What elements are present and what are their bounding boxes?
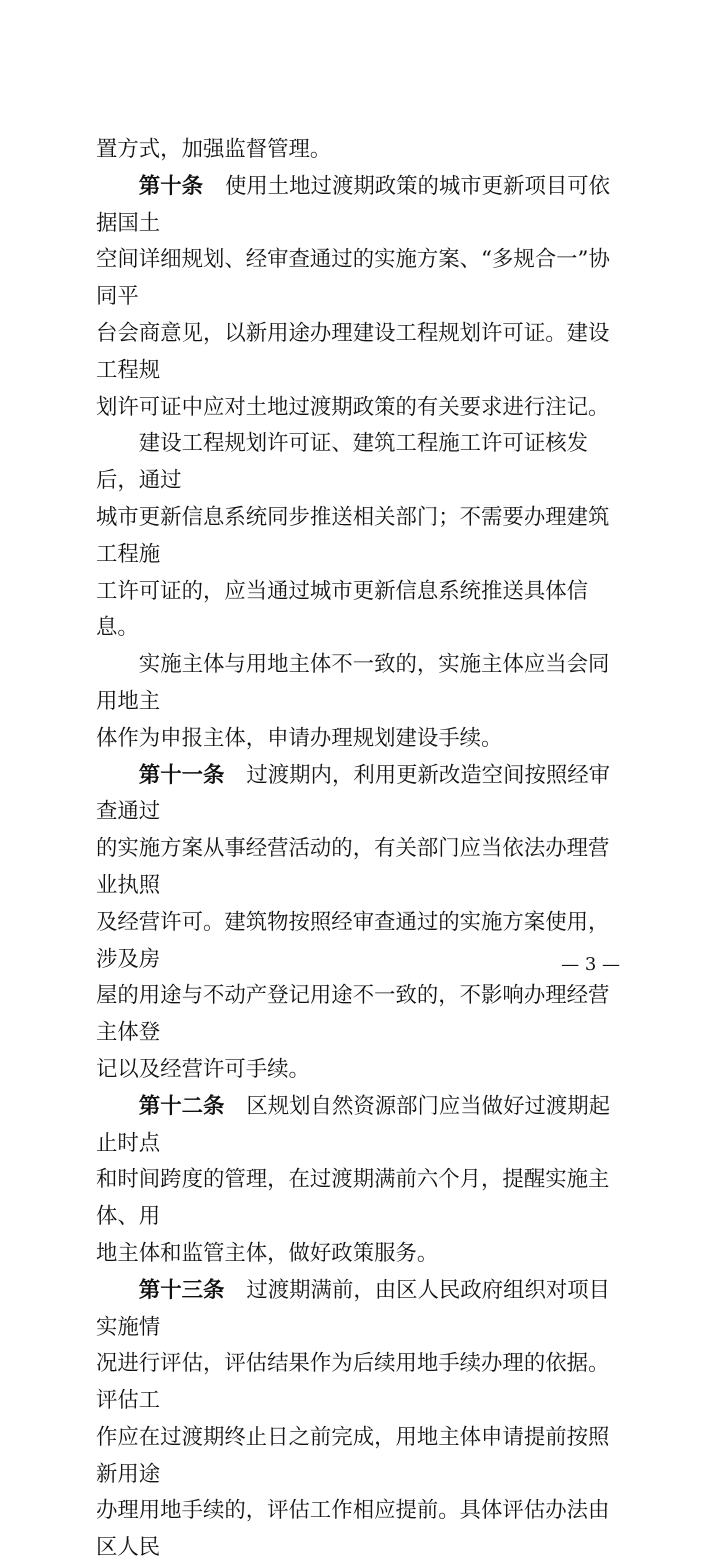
line-text: 实施主体与用地主体不一致的，实施主体应当会同用地主 — [96, 652, 610, 714]
article-10 — [96, 169, 630, 243]
line-text: 体作为申报主体，申请办理规划建设手续。 — [96, 725, 503, 751]
text-line — [96, 1052, 630, 1089]
line-text: 及经营许可。建筑物按照经审查通过的实施方案使用，涉及房 — [96, 909, 610, 972]
text-line — [96, 500, 630, 574]
line-text: 区规划自然资源部门应当做好过渡期起止时点 — [96, 1093, 611, 1156]
line-text: 划许可证中应对土地过渡期政策的有关要求进行注记。 — [96, 394, 610, 420]
text-line — [96, 647, 630, 721]
line-text: 的实施方案从事经营活动的，有关部门应当依法办理营业执照 — [96, 836, 610, 898]
line-text: 台会商意见，以新用途办理建设工程规划许可证。建设工程规 — [96, 320, 610, 383]
text-line — [96, 390, 630, 427]
text-line — [96, 426, 630, 500]
text-line — [96, 905, 630, 979]
article-11 — [96, 758, 630, 832]
text-line — [96, 132, 630, 169]
text-line — [96, 1346, 630, 1420]
line-text: 作应在过渡期终止日之前完成，用地主体申请提前按照新用途 — [96, 1424, 610, 1487]
body-text — [96, 132, 630, 1567]
line-text: 城市更新信息系统同步推送相关部门；不需要办理建筑工程施 — [96, 504, 610, 567]
line-text: 屋的用途与不动产登记用途不一致的，不影响办理经营主体登 — [96, 983, 610, 1046]
text-line — [96, 316, 630, 390]
line-text: 使用土地过渡期政策的城市更新项目可依据国土 — [96, 173, 611, 236]
line-text: 况进行评估，评估结果作为后续用地手续办理的依据。评估工 — [96, 1351, 610, 1414]
line-text: 置方式，加强监督管理。 — [96, 137, 332, 162]
article-heading: 第十二条 — [138, 1093, 225, 1119]
article-13 — [96, 1273, 630, 1347]
text-line — [96, 831, 630, 905]
text-line — [96, 242, 630, 316]
text-line — [96, 1236, 630, 1273]
line-text: 建设工程规划许可证、建筑工程施工许可证核发后，通过 — [96, 431, 589, 494]
line-text: 和时间跨度的管理，在过渡期满前六个月，提醒实施主体、用 — [96, 1167, 610, 1230]
text-line — [96, 1420, 630, 1494]
line-text: 记以及经营许可手续。 — [96, 1056, 310, 1082]
text-line — [96, 1162, 630, 1236]
line-text: 地主体和监管主体，做好政策服务。 — [96, 1240, 439, 1266]
line-text: 过渡期内，利用更新改造空间按照经审查通过 — [96, 762, 611, 825]
text-line — [96, 721, 630, 758]
page-number: — 3 — — [561, 954, 620, 975]
text-line — [96, 1493, 630, 1567]
article-heading: 第十三条 — [138, 1277, 225, 1303]
article-heading: 第十一条 — [138, 762, 225, 788]
article-12 — [96, 1089, 630, 1163]
line-text: 工许可证的，应当通过城市更新信息系统推送具体信息。 — [96, 578, 588, 641]
line-text: 空间详细规划、经审查通过的实施方案、“多规合一”协同平 — [96, 247, 610, 310]
line-text: 过渡期满前，由区人民政府组织对项目实施情 — [96, 1277, 611, 1340]
line-text: 办理用地手续的，评估工作相应提前。具体评估办法由区人民 — [96, 1498, 610, 1561]
article-heading: 第十条 — [138, 173, 203, 199]
text-line — [96, 978, 630, 1052]
text-line — [96, 574, 630, 648]
